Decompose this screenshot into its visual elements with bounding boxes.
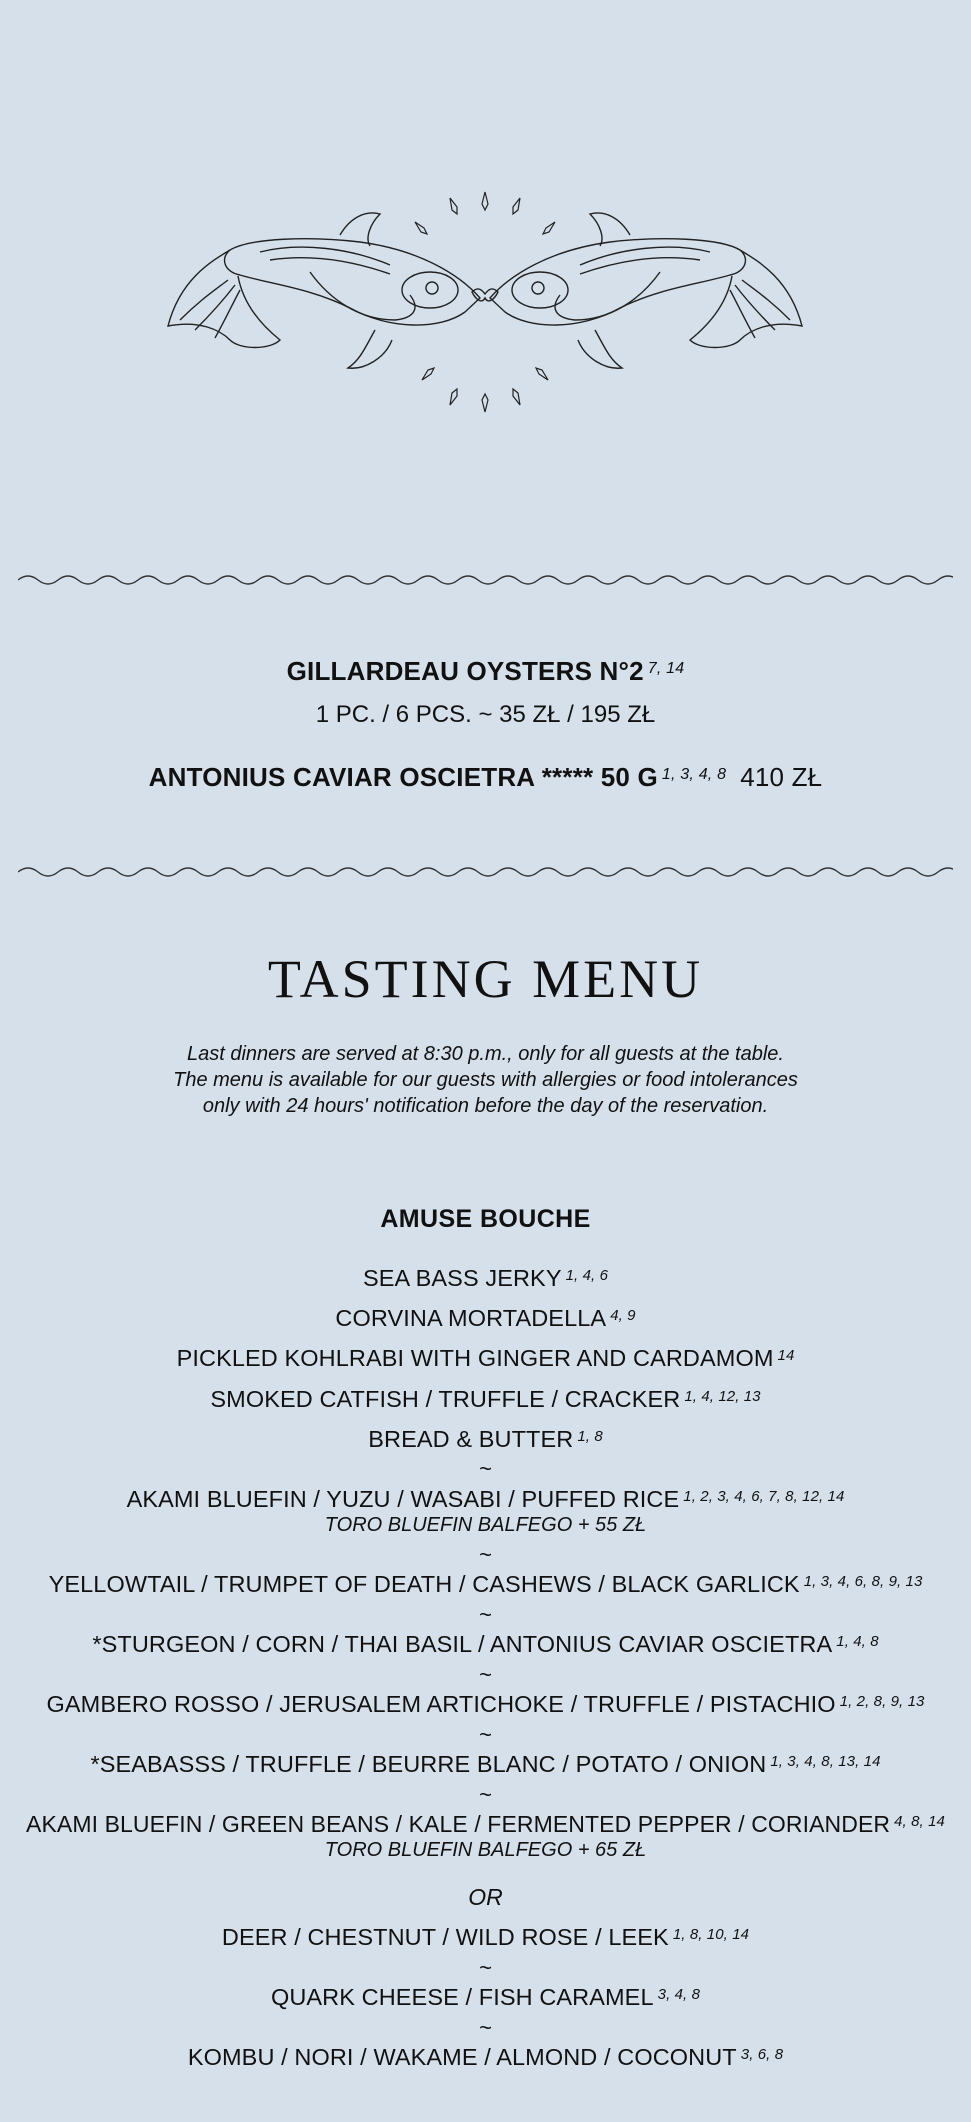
dish-name: PICKLED KOHLRABI WITH GINGER AND CARDAMOM — [176, 1345, 774, 1371]
dish-name: CORVINA MORTADELLA — [335, 1305, 607, 1331]
wave-divider — [18, 570, 953, 590]
tasting-menu-title: TASTING MENU — [267, 949, 704, 1009]
dish-allergens: 3, 4, 8 — [657, 1986, 701, 2003]
dish-name: *STURGEON / CORN / THAI BASIL / ANTONIUS CAVIAR OSCIETRA — [92, 1631, 833, 1657]
amuse-item — [0, 1426, 971, 1453]
oysters-pricing: 1 PC. / 6 PCS. ~ 35 ZŁ / 195 ZŁ — [315, 701, 656, 728]
dish-name: KOMBU / NORI / WAKAME / ALMOND / COCONUT — [187, 2044, 737, 2070]
dish-name: SMOKED CATFISH / TRUFFLE / CRACKER — [210, 1386, 681, 1412]
course-item — [0, 1691, 971, 1718]
amuse-bouche-title: AMUSE BOUCHE — [380, 1205, 591, 1233]
caviar-price: 410 ZŁ — [740, 762, 823, 792]
tilde-separator: ~ — [479, 1602, 492, 1627]
dish-allergens: 1, 3, 4, 8, 13, 14 — [770, 1753, 881, 1770]
tilde-separator: ~ — [479, 1456, 492, 1481]
dish-allergens: 1, 2, 3, 4, 6, 7, 8, 12, 14 — [683, 1488, 845, 1505]
tilde-separator: ~ — [479, 1722, 492, 1747]
dish-name: QUARK CHEESE / FISH CARAMEL — [270, 1984, 654, 2010]
course-item — [0, 1571, 971, 1598]
course-item — [0, 1631, 971, 1658]
course-item — [0, 1811, 971, 1838]
dish-allergens: 4, 8, 14 — [894, 1813, 945, 1830]
caviar-item — [0, 762, 971, 793]
dish-allergens: 1, 8, 10, 14 — [672, 1926, 750, 1943]
intro-line: Last dinners are served at 8:30 p.m., only for all guests at the table. — [186, 1043, 784, 1065]
dish-name: DEER / CHESTNUT / WILD ROSE / LEEK — [221, 1924, 669, 1950]
oysters-allergens: 7, 14 — [647, 660, 685, 677]
course-item — [0, 2044, 971, 2071]
dish-supplement: TORO BLUEFIN BALFEGO + 55 ZŁ — [324, 1514, 647, 1536]
oysters-name: GILLARDEAU OYSTERS N°2 — [286, 656, 644, 686]
amuse-item — [0, 1386, 971, 1413]
dish-allergens: 1, 8 — [577, 1428, 603, 1445]
dish-allergens: 1, 3, 4, 6, 8, 9, 13 — [803, 1573, 923, 1590]
tilde-separator: ~ — [479, 1782, 492, 1807]
dish-name: GAMBERO ROSSO / JERUSALEM ARTICHOKE / TRUFFLE / PISTACHIO — [46, 1691, 836, 1717]
tilde-separator: ~ — [479, 2015, 492, 2040]
or-label: OR — [468, 1884, 503, 1910]
tilde-separator: ~ — [479, 1662, 492, 1687]
course-item — [0, 1751, 971, 1778]
dish-name: YELLOWTAIL / TRUMPET OF DEATH / CASHEWS / BLACK GARLICK — [48, 1571, 800, 1597]
oysters-item — [0, 656, 971, 687]
course-item — [0, 1984, 971, 2011]
dish-name: *SEABASSS / TRUFFLE / BEURRE BLANC / POTATO / ONION — [90, 1751, 767, 1777]
course-item — [0, 1924, 971, 1951]
dish-name: BREAD & BUTTER — [368, 1426, 574, 1452]
amuse-item — [0, 1265, 971, 1292]
intro-line: The menu is available for our guests with allergies or food intolerances — [173, 1069, 798, 1091]
dish-allergens: 1, 4, 6 — [565, 1267, 609, 1284]
dish-allergens: 1, 2, 8, 9, 13 — [839, 1693, 925, 1710]
twin-fish-emblem-icon — [160, 180, 810, 420]
dish-supplement: TORO BLUEFIN BALFEGO + 65 ZŁ — [324, 1839, 647, 1861]
dish-allergens: 1, 4, 8 — [836, 1633, 879, 1650]
amuse-item — [0, 1345, 971, 1372]
dish-name: AKAMI BLUEFIN / GREEN BEANS / KALE / FERMENTED PEPPER / CORIANDER — [26, 1811, 891, 1837]
amuse-item — [0, 1305, 971, 1332]
wave-divider — [18, 862, 953, 882]
dish-allergens: 1, 4, 12, 13 — [684, 1388, 761, 1405]
dish-allergens: 4, 9 — [610, 1307, 636, 1324]
tilde-separator: ~ — [479, 1542, 492, 1567]
caviar-name: ANTONIUS CAVIAR OSCIETRA ***** 50 G — [148, 762, 658, 792]
dish-allergens: 14 — [777, 1347, 795, 1364]
caviar-allergens: 1, 3, 4, 8 — [661, 766, 727, 783]
dish-name: AKAMI BLUEFIN / YUZU / WASABI / PUFFED RICE — [126, 1486, 680, 1512]
dish-allergens: 3, 6, 8 — [740, 2046, 784, 2063]
course-item — [0, 1486, 971, 1513]
tasting-intro — [0, 1041, 971, 1119]
tilde-separator: ~ — [479, 1955, 492, 1980]
dish-name: SEA BASS JERKY — [362, 1265, 562, 1291]
intro-line: only with 24 hours' notification before the day of the reservation. — [202, 1095, 769, 1117]
